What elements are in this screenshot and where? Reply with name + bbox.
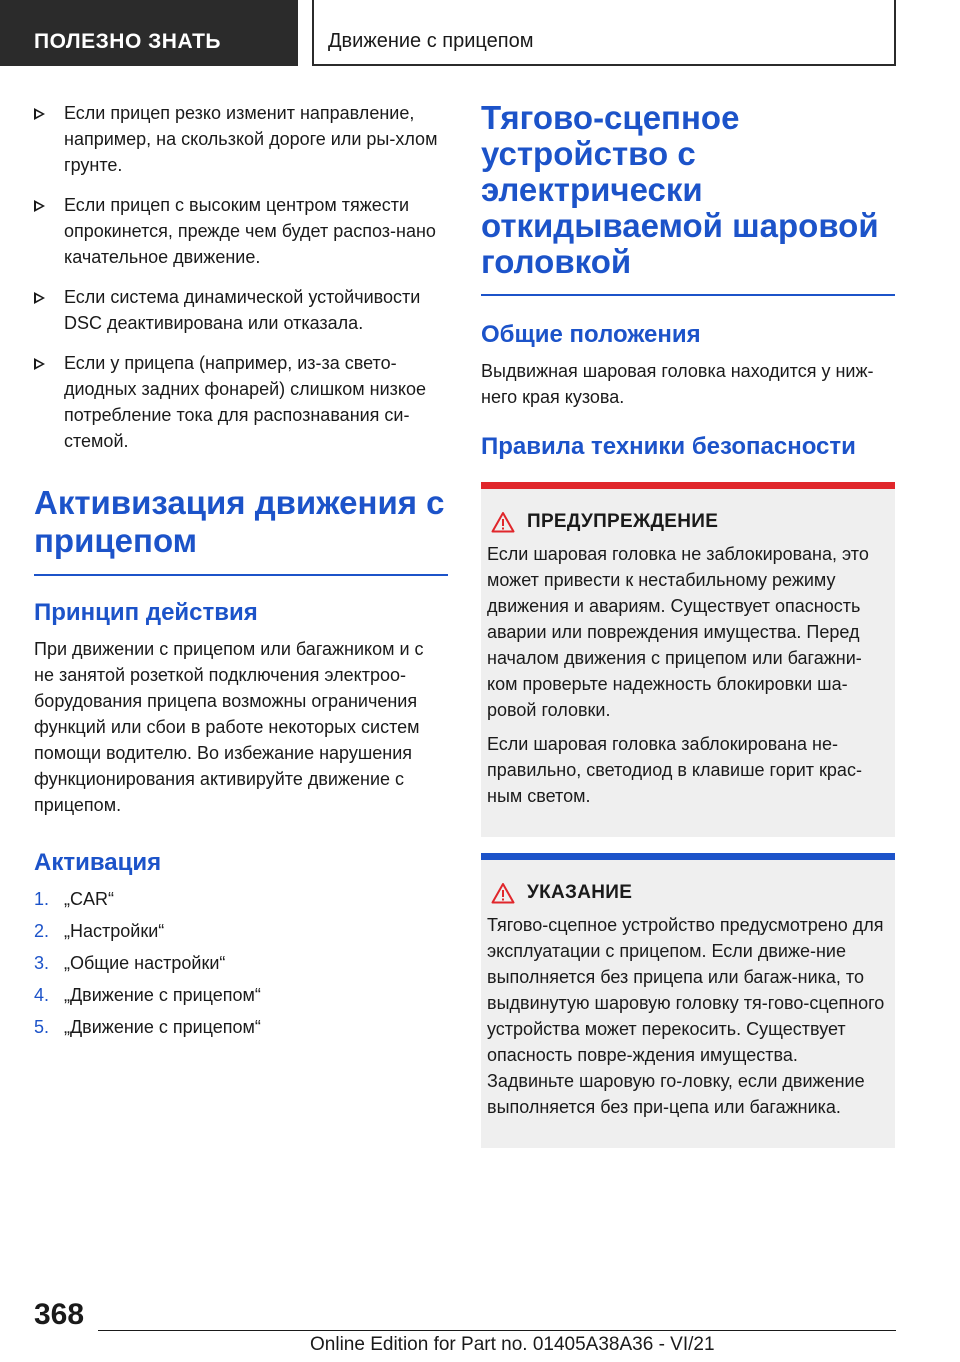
warning-title: ПРЕДУПРЕЖДЕНИЕ <box>527 511 719 532</box>
step-item <box>34 918 448 944</box>
step-text: „Общие настройки“ <box>64 953 226 973</box>
list-item-text: Если прицеп резко изменит направление, например, на скользкой дороге или ры-хлом грунте. <box>64 103 438 175</box>
title-divider <box>481 294 895 296</box>
step-number: 5. <box>34 1017 50 1037</box>
page-number: 368 <box>34 1298 85 1331</box>
warning-header <box>491 511 887 533</box>
step-text: „Движение с прицепом“ <box>64 1017 261 1037</box>
left-column <box>34 100 448 1046</box>
title-divider <box>34 574 448 576</box>
step-item <box>34 982 448 1008</box>
warning-text: Если шаровая головка не заблокирована, это может привести к нестабильному режиму движения и авариям. Существует опасность аварии или повреждения имущества. Перед началом движения с прицепом или багажни-ком проверьте надежность блокировки ша-ровой головки. <box>487 544 869 720</box>
subsection-title: Общие положения <box>481 321 701 348</box>
section-header: ПОЛЕЗНО ЗНАТЬ <box>0 0 298 66</box>
note-title: УКАЗАНИЕ <box>527 882 633 903</box>
list-item <box>34 192 448 270</box>
footer-divider <box>98 1330 896 1331</box>
note-box <box>481 853 895 1148</box>
step-text: „Настройки“ <box>64 921 165 941</box>
list-item-text: Если система динамической устойчивости DSC деактивирована или отказала. <box>64 287 421 333</box>
subsection-title: Правила техники безопасности <box>481 433 856 460</box>
step-number: 3. <box>34 953 50 973</box>
section-title: Активизация движения с прицепом <box>34 484 445 559</box>
step-text: „Движение с прицепом“ <box>64 985 261 1005</box>
edition-text: Online Edition for Part no. 01405A38A36 - VI/21 <box>310 1334 715 1355</box>
warning-text: Если шаровая головка заблокирована не-правильно, светодиод в клавише горит крас-ным светом. <box>487 734 862 806</box>
step-text: „CAR“ <box>64 889 114 909</box>
step-number: 2. <box>34 921 50 941</box>
step-number: 1. <box>34 889 50 909</box>
step-item <box>34 886 448 912</box>
bullet-arrow-icon <box>34 108 45 120</box>
steps-list <box>34 886 448 1040</box>
subsection-title: Принцип действия <box>34 599 258 626</box>
warning-triangle-icon <box>491 882 515 904</box>
paragraph: При движении с прицепом или багажником и с не занятой розеткой подключения электроо-борудования прицепа возможны ограничения функций или сбои в работе некоторых систем помощи водителю. Во избежание нарушения функционирования активируйте движение с прицепом. <box>34 639 424 815</box>
note-header <box>491 882 887 904</box>
bullet-arrow-icon <box>34 292 45 304</box>
step-number: 4. <box>34 985 50 1005</box>
step-item <box>34 950 448 976</box>
list-item-text: Если прицеп с высоким центром тяжести опрокинется, прежде чем будет распоз-нано качательное движение. <box>64 195 436 267</box>
step-item <box>34 1014 448 1040</box>
subsection-title: Активация <box>34 849 162 876</box>
warning-triangle-icon <box>491 511 515 533</box>
list-item-text: Если у прицепа (например, из-за свето-диодных задних фонарей) слишком низкое потребление тока для распознавания си-стемой. <box>64 353 426 451</box>
warning-box <box>481 482 895 837</box>
section-title: Тягово-сцепное устройство с электрически откидываемой шаровой головкой <box>481 99 879 280</box>
list-item <box>34 350 448 454</box>
bullet-arrow-icon <box>34 200 45 212</box>
note-text: Тягово-сцепное устройство предусмотрено для эксплуатации с прицепом. Если движе-ние выполняется без прицепа или багаж-ника, то выдвинутую шаровую головку тя-гово-сцепного устройства может перекосить. Существует опасность повре-ждения имущества. Задвиньте шаровую го-ловку, если движение выполняется без при-цепа или багажника. <box>487 915 885 1117</box>
right-column <box>481 100 895 1148</box>
list-item <box>34 100 448 178</box>
paragraph: Выдвижная шаровая головка находится у ниж-него края кузова. <box>481 361 874 407</box>
bullet-arrow-icon <box>34 358 45 370</box>
chapter-header: Движение с прицепом <box>312 0 896 66</box>
list-item <box>34 284 448 336</box>
